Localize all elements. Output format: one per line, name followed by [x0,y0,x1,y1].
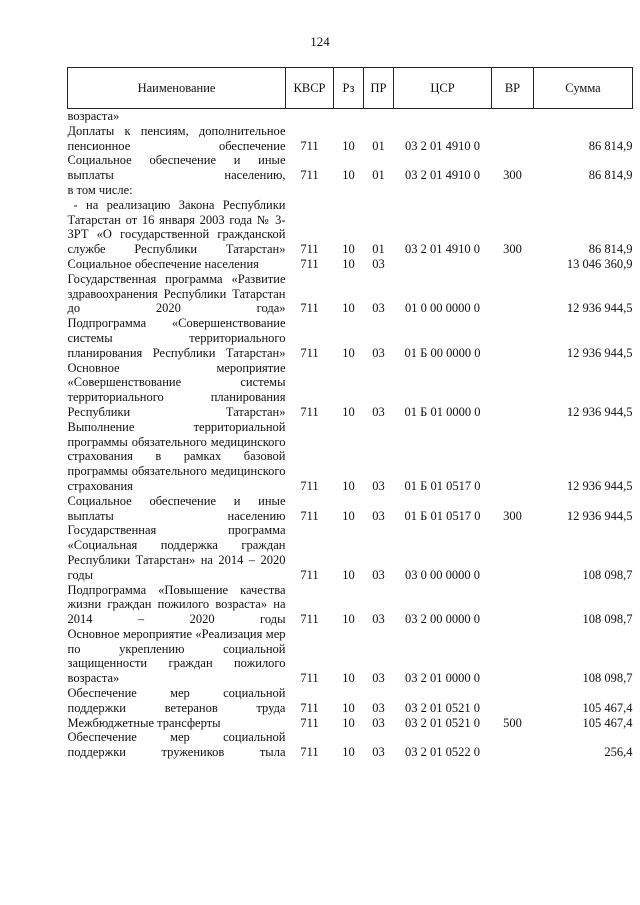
row-vr [492,583,534,627]
table-row [68,583,633,627]
row-sum: 12 936 944,5 [566,404,633,419]
row-csr: 03 2 01 4910 0 [405,168,480,183]
row-name: Социальное обеспечение и иные выплаты населению [67,493,286,523]
row-vr [492,316,534,360]
row-kvsr: 711 [300,612,319,627]
row-name: Подпрограмма «Повышение качества жизни граждан пожилого возраста» на 2014 – 2020 годы [67,582,286,627]
row-name: - на реализацию Закона Республики Татарстан от 16 января 2003 года № 3-ЗРТ «О государственной гражданской службе Республики Татарстан» [67,197,286,257]
header-vr: ВР [492,68,534,109]
table-row [68,124,633,154]
row-rz: 10 [342,567,355,582]
row-sum: 12 936 944,5 [566,508,633,523]
row-name: Социальное обеспечение и иные выплаты населению, [67,153,286,183]
row-name: Обеспечение мер социальной поддержки ветеранов труда [67,686,286,715]
row-kvsr: 711 [300,671,319,686]
row-vr [492,420,534,494]
table-row [68,627,633,686]
row-kvsr [286,109,334,124]
row-vr [492,730,534,760]
row-csr: 03 0 00 0000 0 [405,567,480,582]
table-row [68,686,633,716]
row-pr: 03 [372,567,385,582]
table-row [68,257,633,272]
row-sum: 12 936 944,5 [566,345,633,360]
row-pr: 01 [372,168,385,183]
row-name: Основное мероприятие «Совершенствование системы территориального планирования Республики Татарстан» [67,360,286,419]
row-vr [492,627,534,686]
row-vr [492,361,534,420]
row-rz: 10 [342,671,355,686]
row-kvsr: 711 [300,138,319,153]
row-sum: 12 936 944,5 [566,301,633,316]
row-kvsr [286,183,334,198]
row-sum [534,183,633,198]
row-rz: 10 [342,612,355,627]
row-pr: 03 [372,478,385,493]
row-kvsr: 711 [300,301,319,316]
table-row [68,420,633,494]
budget-table [67,67,633,760]
table-body [68,109,633,761]
row-csr: 01 Б 00 0000 0 [404,345,481,360]
row-csr: 03 2 01 4910 0 [405,242,480,257]
row-vr [492,257,534,272]
row-sum: 105 467,4 [582,700,633,715]
row-kvsr: 711 [300,700,319,715]
row-name: Доплаты к пенсиям, дополнительное пенсионное обеспечение [67,123,286,153]
row-name: в том числе: [67,182,133,197]
row-pr: 01 [372,242,385,257]
row-vr [492,183,534,198]
row-kvsr: 711 [300,345,319,360]
row-rz: 10 [342,345,355,360]
table-row [68,198,633,257]
row-kvsr: 711 [300,256,319,271]
row-name: возраста» [67,109,120,123]
row-pr: 03 [372,715,385,730]
table-row [68,494,633,524]
row-pr: 01 [372,138,385,153]
row-name: Основное мероприятие «Реализация мер по укреплению социальной защищенности граждан пожилого возраста» [67,626,286,686]
row-rz: 10 [342,715,355,730]
header-sum: Сумма [534,68,633,109]
row-kvsr: 711 [300,567,319,582]
row-kvsr: 711 [300,715,319,730]
row-rz: 10 [342,404,355,419]
header-row [68,68,633,109]
row-csr: 03 2 01 0521 0 [405,700,480,715]
row-sum: 108 098,7 [582,671,633,686]
table-row [68,716,633,731]
row-sum: 108 098,7 [582,612,633,627]
row-name: Обеспечение мер социальной поддержки тружеников тыла [67,730,286,760]
row-csr: 01 Б 01 0000 0 [404,404,481,419]
row-vr [492,686,534,716]
row-rz: 10 [342,700,355,715]
row-kvsr: 711 [300,168,319,183]
row-sum: 12 936 944,5 [566,478,633,493]
row-rz: 10 [342,168,355,183]
table-row [68,109,633,124]
table-row [68,153,633,183]
table-row [68,316,633,360]
table-row [68,361,633,420]
row-sum: 108 098,7 [582,567,633,582]
row-csr: 01 Б 01 0517 0 [404,478,481,493]
row-kvsr: 711 [300,478,319,493]
row-csr [394,109,492,124]
row-sum: 86 814,9 [588,138,633,153]
row-name: Социальное обеспечение населения [67,256,259,271]
row-rz: 10 [342,508,355,523]
row-vr: 500 [503,715,522,730]
row-pr [364,109,394,124]
row-name: Межбюджетные трансферты [67,715,221,730]
row-rz: 10 [342,745,355,760]
row-name: Подпрограмма «Совершенствование системы территориального планирования Республики Татарстан» [67,316,286,360]
row-rz [334,109,364,124]
row-pr: 03 [372,508,385,523]
row-pr: 03 [372,612,385,627]
row-sum: 105 467,4 [582,715,633,730]
row-rz: 10 [342,478,355,493]
row-csr: 01 0 00 0000 0 [405,301,480,316]
row-kvsr: 711 [300,508,319,523]
row-name: Государственная программа «Социальная поддержка граждан Республики Татарстан» на 2014 – 2020 годы [67,523,286,582]
row-sum: 86 814,9 [588,168,633,183]
row-vr [492,523,534,582]
row-sum [534,109,633,124]
row-sum: 13 046 360,9 [566,256,633,271]
row-rz: 10 [342,256,355,271]
row-kvsr: 711 [300,404,319,419]
header-pr: ПР [364,68,394,109]
row-vr [492,272,534,316]
row-vr: 300 [503,168,522,183]
row-pr [364,183,394,198]
row-vr: 300 [503,242,522,257]
row-rz [334,183,364,198]
row-sum: 256,4 [604,745,633,760]
row-kvsr: 711 [300,745,319,760]
row-vr [492,109,534,124]
row-rz: 10 [342,242,355,257]
row-vr: 300 [503,508,522,523]
header-kvsr: КВСР [286,68,334,109]
row-csr [394,257,492,272]
header-csr: ЦСР [394,68,492,109]
row-pr: 03 [372,745,385,760]
row-csr: 03 2 00 0000 0 [405,612,480,627]
row-csr: 01 Б 01 0517 0 [404,508,481,523]
row-name: Выполнение территориальной программы обязательного медицинского страхования в рамках базовой программы обязательного медицинского страхования [67,419,286,493]
row-pr: 03 [372,256,385,271]
row-rz: 10 [342,138,355,153]
row-kvsr: 711 [300,242,319,257]
row-pr: 03 [372,301,385,316]
row-name: Государственная программа «Развитие здравоохранения Республики Татарстан до 2020 года» [67,271,286,316]
row-rz: 10 [342,301,355,316]
row-csr: 03 2 01 0000 0 [405,671,480,686]
row-csr: 03 2 01 0521 0 [405,715,480,730]
table-row [68,523,633,582]
header-rz: Рз [334,68,364,109]
row-pr: 03 [372,700,385,715]
row-vr [492,124,534,154]
page-number: 124 [310,34,330,49]
row-pr: 03 [372,404,385,419]
row-pr: 03 [372,345,385,360]
table-row [68,272,633,316]
table-row [68,730,633,760]
table-row [68,183,633,198]
header-name: Наименование [68,68,286,109]
row-csr: 03 2 01 4910 0 [405,138,480,153]
row-sum: 86 814,9 [588,242,633,257]
row-csr [394,183,492,198]
row-csr: 03 2 01 0522 0 [405,745,480,760]
row-pr: 03 [372,671,385,686]
